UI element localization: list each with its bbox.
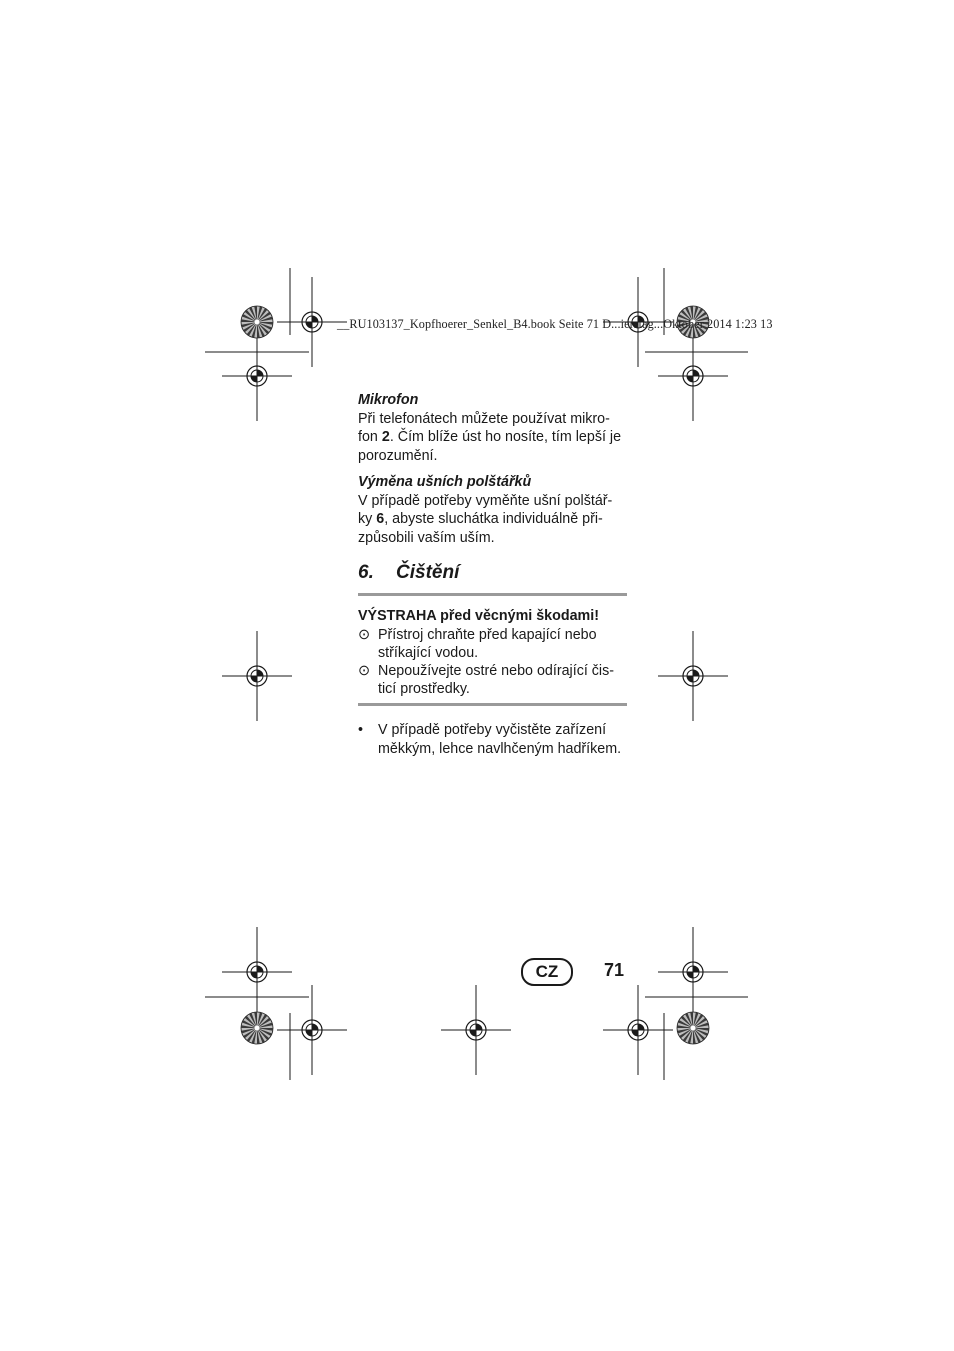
section-rule-bottom <box>358 703 627 706</box>
section-heading-text <box>358 561 459 585</box>
warning-item-1-line-1 <box>358 626 597 644</box>
section-rule-top <box>358 593 627 596</box>
crosshair-target-icon <box>222 631 292 721</box>
warning-item-1-text: Přístroj chraňte před kapající nebo <box>378 627 597 643</box>
crosshair-target-icon <box>658 331 728 421</box>
bullet-text-cont: měkkým, lehce navlhčeným hadříkem. <box>378 741 622 757</box>
section-number: 6. <box>358 562 374 583</box>
cushions-line-2 <box>358 510 603 528</box>
crosshair-target-icon <box>441 985 511 1075</box>
warning-item-2-text: Nepoužívejte ostré nebo odírající čis- <box>378 663 615 679</box>
page-number: 71 <box>604 960 625 980</box>
bullet-line-1 <box>358 721 606 739</box>
registration-starburst-icon <box>677 1012 709 1044</box>
mikrofon-line-1: Při telefonátech můžete používat mikro- <box>358 411 610 427</box>
mikrofon-heading: Mikrofon <box>358 392 419 408</box>
language-badge: CZ <box>521 958 573 986</box>
cushions-ref-number: 6 <box>376 511 385 527</box>
crosshair-target-icon <box>222 331 292 421</box>
cushions-heading: Výměna ušních polštářků <box>358 474 532 490</box>
warning-item-2-text-cont: ticí prostředky. <box>378 681 470 697</box>
bullet-line-2 <box>358 740 621 758</box>
warning-item-1-line-2 <box>358 644 478 662</box>
mikrofon-line-2-b: . Čím blíže úst ho nosíte, tím lepší je <box>389 429 622 445</box>
mikrofon-line-3: porozumění. <box>358 448 438 464</box>
registration-starburst-icon <box>241 306 273 338</box>
bullet-text: V případě potřeby vyčistěte zařízení <box>378 722 607 738</box>
cushions-line-3: způsobili vaším uším. <box>358 530 495 546</box>
cushions-line-1: V případě potřeby vyměňte ušní polštář- <box>358 493 613 509</box>
section-title: Čištění <box>396 562 460 583</box>
mikrofon-line-2-a: fon <box>358 429 382 445</box>
crosshair-target-icon <box>222 927 292 1017</box>
warning-item-2-line-2 <box>358 680 470 698</box>
warning-title: VÝSTRAHA před věcnými škodami! <box>358 608 599 624</box>
cushions-line-2-a: ky <box>358 511 377 527</box>
warning-item-2-line-1 <box>358 662 614 680</box>
crosshair-target-icon <box>603 985 673 1075</box>
bullet-icon: • <box>358 722 364 738</box>
warning-item-1-text-cont: stříkající vodou. <box>378 645 479 661</box>
mikrofon-ref-number: 2 <box>381 429 390 445</box>
warning-symbol-icon: ⊙ <box>358 663 370 679</box>
crosshair-target-icon <box>658 927 728 1017</box>
registration-starburst-icon <box>241 1012 273 1044</box>
warning-symbol-icon: ⊙ <box>358 627 370 643</box>
cushions-line-2-b: , abyste sluchátka individuálně při- <box>384 511 603 527</box>
crosshair-target-icon <box>277 985 347 1075</box>
print-slug: __RU103137_Kopfhoerer_Senkel_B4.book Seite 71 D...ierstag...Oktober 2014 1:23 13 <box>337 317 773 331</box>
mikrofon-line-2 <box>358 428 621 446</box>
crosshair-target-icon <box>658 631 728 721</box>
